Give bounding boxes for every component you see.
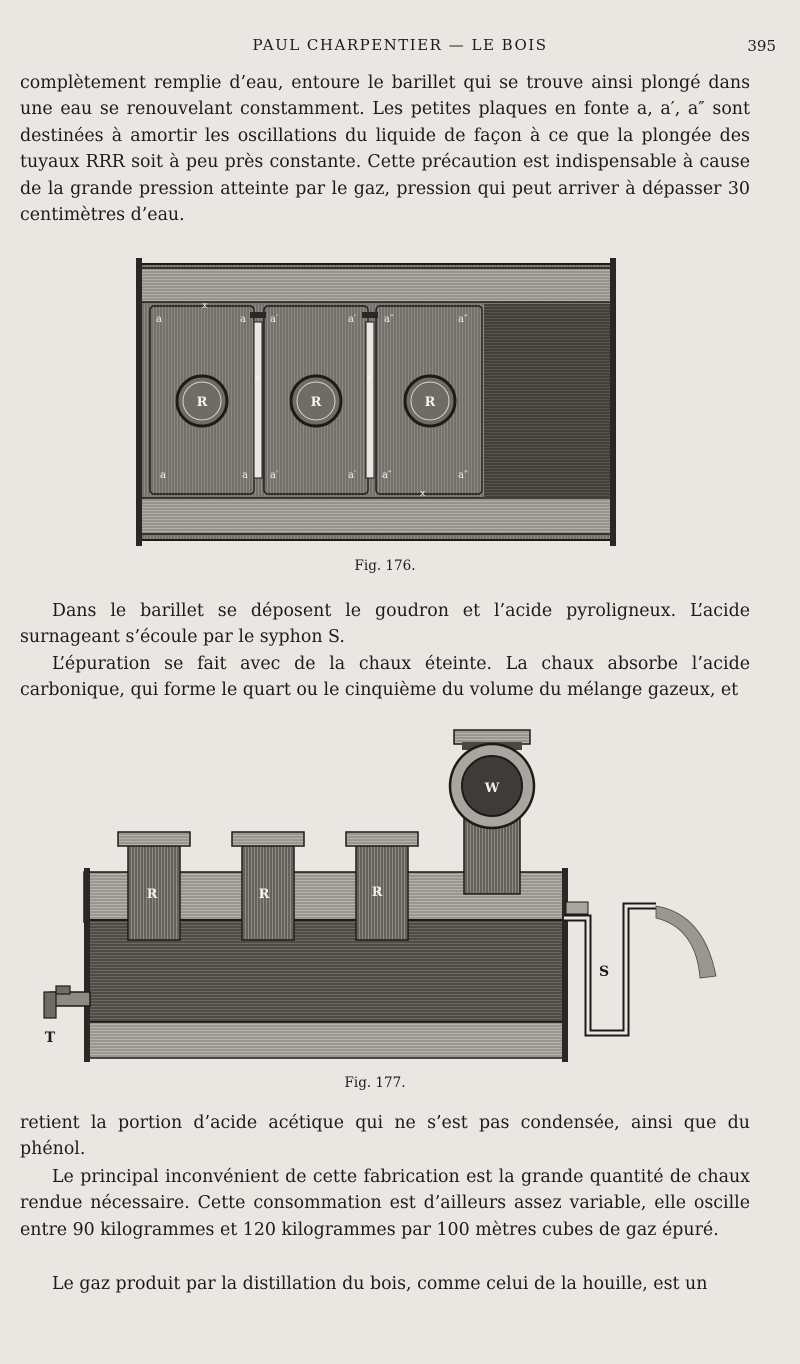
paragraph-2: Dans le barillet se déposent le goudron et l’acide pyroligneux. L’acide surnageant s’écoule par le syphon S. xyxy=(20,601,750,648)
fig176-mark: x xyxy=(420,489,426,499)
fig177-pipe-label: R xyxy=(146,887,158,902)
fig176-label-bottom: a″ xyxy=(458,470,468,481)
fig176-label-top: a′ xyxy=(348,314,357,325)
fig176-label-bottom: a″ xyxy=(382,470,392,481)
fig176-label-top: a″ xyxy=(384,314,394,325)
fig177-window-label: W xyxy=(484,781,500,796)
paragraph-4: retient la portion d’acide acétique qui ne s’est pas condensée, ainsi que du phénol. xyxy=(20,1113,750,1160)
fig177-syphon-label: S xyxy=(598,964,610,980)
fig176-pipe-label: R xyxy=(424,395,436,410)
page-number: 395 xyxy=(747,37,776,55)
fig176-mark: x xyxy=(202,301,208,311)
running-header xyxy=(20,34,780,58)
fig176-label-bottom: a xyxy=(160,470,166,481)
fig177-tap-label: T xyxy=(44,1030,56,1046)
paragraph-5: Le principal inconvénient de cette fabrication est la grande quantité de chaux rendue nécessaire. Cette consommation est d’ailleurs assez variable, elle oscille entre 90 kilogrammes et 120 kilogrammes par 100 mètres cubes de gaz épuré. xyxy=(20,1167,750,1240)
fig176-mark: x xyxy=(366,373,372,383)
fig176-label-bottom: a′ xyxy=(270,470,279,481)
fig177-pipe-label: R xyxy=(258,887,270,902)
paragraph-3: L’épuration se fait avec de la chaux éteinte. La chaux absorbe l’acide carbonique, qui forme le quart ou le cinquième du volume du mélange gazeux, et xyxy=(20,654,750,701)
fig176-label-top: a xyxy=(156,314,162,325)
fig176-mark: x xyxy=(254,373,260,383)
fig176-label-bottom: a xyxy=(242,470,248,481)
fig176-label-top: a″ xyxy=(458,314,468,325)
paragraph-6: Le gaz produit par la distillation du bois, comme celui de la houille, est un xyxy=(52,1274,708,1294)
fig177-pipe-label: R xyxy=(371,885,383,900)
fig176-label-bottom: a′ xyxy=(348,470,357,481)
running-title: PAUL CHARPENTIER — LE BOIS xyxy=(252,36,548,54)
figure-176-illustration xyxy=(136,256,620,548)
fig176-pipe-label: R xyxy=(310,395,322,410)
figure-176-caption: Fig. 176. xyxy=(354,558,416,574)
figure-177-caption: Fig. 177. xyxy=(344,1075,406,1091)
fig176-pipe-label: R xyxy=(196,395,208,410)
figure-177-illustration xyxy=(36,728,736,1068)
fig176-label-top: a xyxy=(240,314,246,325)
fig176-label-top: a′ xyxy=(270,314,279,325)
paragraph-1: complètement remplie d’eau, entoure le barillet qui se trouve ainsi plongé dans une eau se renouvelant constamment. Les petites plaques en fonte a, a′, a″ sont destinées à amortir les oscillations du liquide de façon à ce que la plongée des tuyaux RRR soit à peu près constante. Cette précaution est indispensable à cause de la grande pression atteinte par le gaz, pression qui peut arriver à dépasser 30 centimètres d’eau. xyxy=(20,73,750,226)
